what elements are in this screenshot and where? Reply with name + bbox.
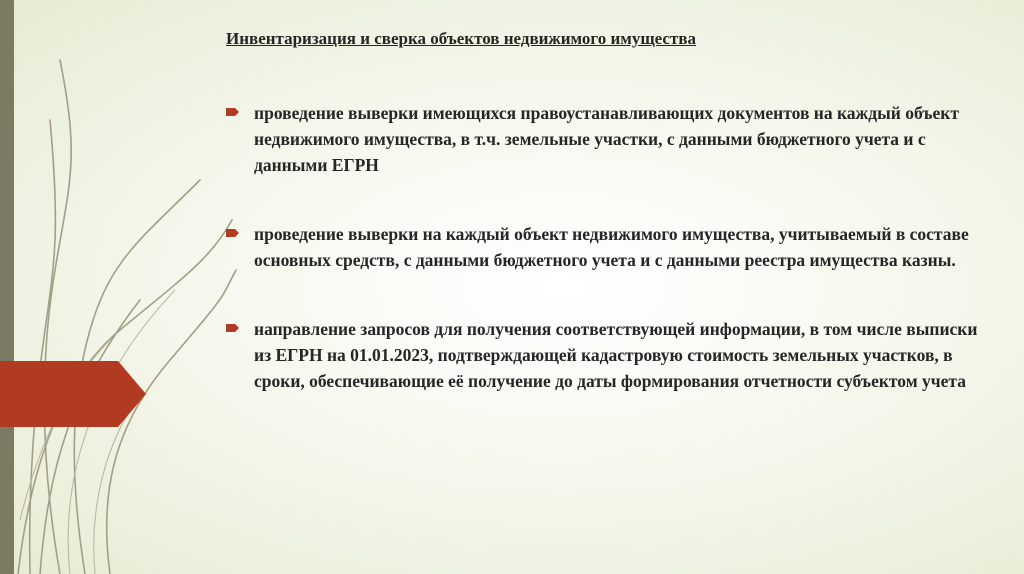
bullet-text: проведение выверки имеющихся правоустанавливающих документов на каждый объект недвижимого имущества, в т.ч. земельные участки, с данными бюджетного учета и с данными ЕГРН	[254, 103, 959, 175]
bullet-arrow-icon	[226, 107, 240, 117]
bullet-arrow-icon	[226, 228, 240, 238]
bullet-item	[224, 100, 984, 178]
bullet-text: направление запросов для получения соответствующей информации, в том числе выписки из ЕГРН на 01.01.2023, подтверждающей кадастровую стоимость земельных участков, в сроки, обеспечивающие её получение до даты формирования отчетности субъектом учета	[254, 319, 978, 391]
bullet-text: проведение выверки на каждый объект недвижимого имущества, учитываемый в составе основных средств, с данными бюджетного учета и с данными реестра имущества казны.	[254, 224, 969, 270]
bullet-arrow-icon	[226, 323, 240, 333]
slide-title: Инвентаризация и сверка объектов недвижимого имущества	[226, 29, 697, 48]
bullet-item	[224, 316, 984, 394]
red-pennant-shape	[0, 361, 146, 427]
bullet-list	[224, 100, 984, 394]
decorative-grass-lines	[0, 0, 240, 574]
bullet-item	[224, 221, 984, 273]
